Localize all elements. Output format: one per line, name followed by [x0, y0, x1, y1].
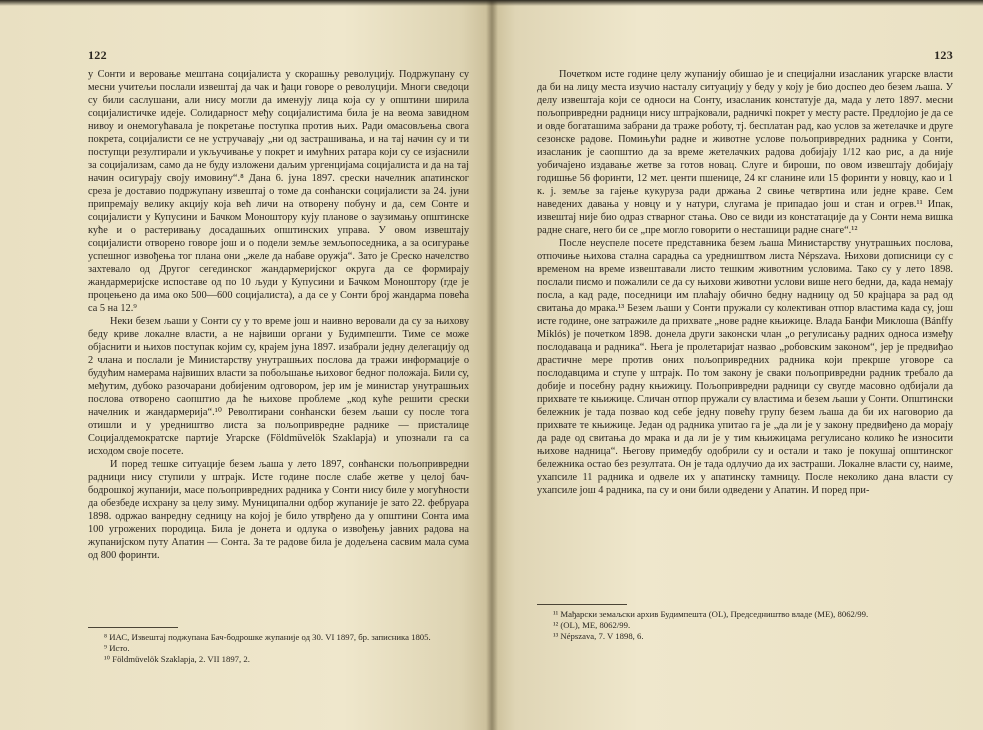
footnote: ⁹ Исто. [104, 643, 130, 653]
right-page [491, 0, 983, 730]
paragraph: Неки безем љаши у Сонти су у то време још и наивно веровали да су за њихову беду криве локалне власти, а не највиши органи у Будимпешти. Тиме се може објаснити и њихов поступак којим су, крајем јуна 1897. изабрали једну делегацију од 2 члана и послали је Министарству унутрашњих послова да тражи информације о будућим намерама највиших власти за побољшање њиховог бедног положаја. Били су, међутим, дубоко разочарани добијеним одговором, јер им је министар унутрашњих послова отворено саопштио да ће њихове проблеме „код куће решити срески начелник и жандармерија“.¹⁰ Револтирани сонћански безем љаши су после тога отишли и у уредништво листа за пољопривредне раднике — присталице Социјалдемократске партије Угарске (Földmüvelök Szaklapja) и упознали га са исходом своје посете. [88, 316, 470, 457]
footnote: ¹¹ Мађарски земаљски архив Будимпешта (OL), Председништво владе (ME), 8062/99. [553, 609, 869, 619]
left-page [0, 0, 491, 730]
paragraph: у Сонти и веровање мештана социјалиста у скорашњу револуцију. Подржупану су месни учитељи послали извештај да чак и ђаци говоре о револуцији. Многи сведоци су били саслушани, али нису могли да именују лица која су у општини ширила социјалистичке идеје. Солидарност међу социјалистима била је на веома завидном нивоу и онемогућавала је покретање поступка против њих. Ради омасовљења свога покрета, социјалисти се не устручавају „ни од застрашивања, и на тај начин су и ти поступци резултирали и укључивање у покрет и имућних ратара који су се изјаснили за социјализам, само да не буду изложени даљим ургенцијама социјалиста и да на тај начин осигурају своју имовину“.⁸ Дана 6. јуна 1897. срески начелник апатинског среза је доставио подржупану извештај о томе да сонћански социјалисти за 24. јуни припремају велику акцију која већ личи на отворену побуну и да, сем Сонте и социјалисти у Купусини и Бачком Моноштору кују планове о заузимању општинске куће и о растеривању досадашњих општинских управа. У овом извештају социјалисти отворено говоре још и о подели земље земљопоседника, а за осигурање успешног извођења тог плана они „желе да набаве оружја“. Зато је Среско начелство захтевало од Другог сегединског жандармеријског округа да се формирају жандармеријске испоставе од по 10 људи у Купусини и Бачком Моноштору (где је процењено да има око 500—600 социјалиста), а да се у Сонти број жандарма повећа са 5 на 12.⁹ [88, 69, 469, 314]
right-footnotes [537, 604, 953, 642]
right-body-text [537, 68, 953, 497]
paragraph: После неуспеле посете представника безем љаша Министарству унутрашњих послова, отпочиње њихова стална сарадња са уредништвом листа Népszava. Њихови дописници су с временом на време извештавали листо тешким животним условима. Тако су у лето 1898. послали писмо и пожалили се да су њихови животни услови више него бедни, да, када немају посла, а кад раде, поседници им плаћају обично бедну надницу од 50 крајцара за рад од свитања до мрака.¹³ Безем љаши у Сонти пружали су колективан отпор властима када су, још исте године, оне затражиле да прихвате „нове радне књижице. Влада Банфи Миклоша (Bánffy Miklós) је почетком 1898. донела други законски члан „о регулисању радних односа између послодаваца и радника“. Њега је пролетаријат назвао „робовским законом“, јер је предвиђао драстичне мере против оних пољопривредних радника који прекрше уговоре са послодавцима и ступе у штрајк. По том закону је сваки пољопривредни радник требало да добије и посебну радну књижицу. Пољопривредни радници су свугде масовно одбијали да прихвате те књижице. Сличан отпор пружали су властима и безем љаши у Сонти. Општински бележник је тада позвао код себе једну повећу групу безем љаша да би их наговорио да прихвате те књижице. Један од радника упитао га је „да ли је у закону предвиђено да морају да раде од свитања до мрака и да ли је у тим књижицама регулисано колико ће износити њихове надница“. Његову примедбу одобрили су и остали и тако је покушај општинског бележника остао без резултата. Он је тада одлучио да их застраши. Локалне власти су, наиме, ухапсиле 11 радника и одвеле их у апатинску тамницу. После неколико дана власти су ухапсиле још 4 радника, па су и они били одведени у Апатин. И поред при- [537, 238, 953, 496]
paragraph: Почетком исте године целу жупанију обишао је и специјални изасланик угарске власти да би на лицу места изучио насталу ситуацију у беду у коју је био доспео део безем љаша. У делу извештаја који се односи на Сонту, изасланик констатује да, мада у лето 1897. месни пољопривредни радници нису штрајковали, радничкi покрет у месту расте. Предлојио је да се и овде богаташима забрани да траже роботу, тј. бесплатан рад, као услов за жетелачке и друге сезонске радове. Помињући радне и животне услове пољопривредних радника у Сонти, изасланик је саопштио да за време жетелачких радова добијају 1/12 као рис, а да није уобичајено издавање жетве за готов новац. Слуге и бироши, по овом извештају добијају годишње 56 форинти, 12 мет. центи пшенице, 24 кг сланине или 15 форинти у новцу, као и 1 к. ј. земље за гајење кукуруза ради држања 2 свиње четвртина или једне краве. Сем наведених давања у новцу и у натури, слугама је припадао још и стан и огрев.¹¹ Ипак, извештај није био одраз стварног стања. Ово се види из констатације да у Сонти нема вишка радне снаге, него би се „пре могло говорити о несташици радне снаге“.¹² [537, 69, 953, 236]
footnote: ¹³ Népszava, 7. V 1898, 6. [553, 631, 644, 641]
page-number-left: 122 [88, 48, 107, 62]
footnote-divider [88, 627, 178, 628]
left-body-text [88, 68, 469, 562]
footnote: ¹² (OL), ME, 8062/99. [553, 620, 631, 630]
footnote: ¹⁰ Földmüvelök Szaklapja, 2. VII 1897, 2. [104, 654, 250, 664]
left-footnotes [88, 627, 469, 665]
page-number-right: 123 [934, 48, 953, 62]
footnote-divider [537, 604, 627, 605]
paragraph: И поред тешке ситуације безем љаша у лето 1897, сонћански пољопривредни радници нису ступили у штрајк. Исте године после слабе жетве у целој бач-бодрошкој жупанији, масе пољопривредних радника у Сонти нису биле у могућности да обезбеде исхрану за целу зиму. Муниципални одбор жупаније је зато 22. фебруара 1898. одржао ванредну седницу на којој је било утврђено да у општини Сонта има 100 угрожених породица. Била је донета и одлука о извођењу јавних радова на жупанијском путу Апатин — Сонта. За те радове била је додељена сасвим мала сума од 800 форинти. [88, 459, 469, 561]
footnote: ⁸ ИАС, Извештај поджупана Бач-бодрошке жупаније од 30. VI 1897, бр. записника 1805. [104, 632, 431, 642]
